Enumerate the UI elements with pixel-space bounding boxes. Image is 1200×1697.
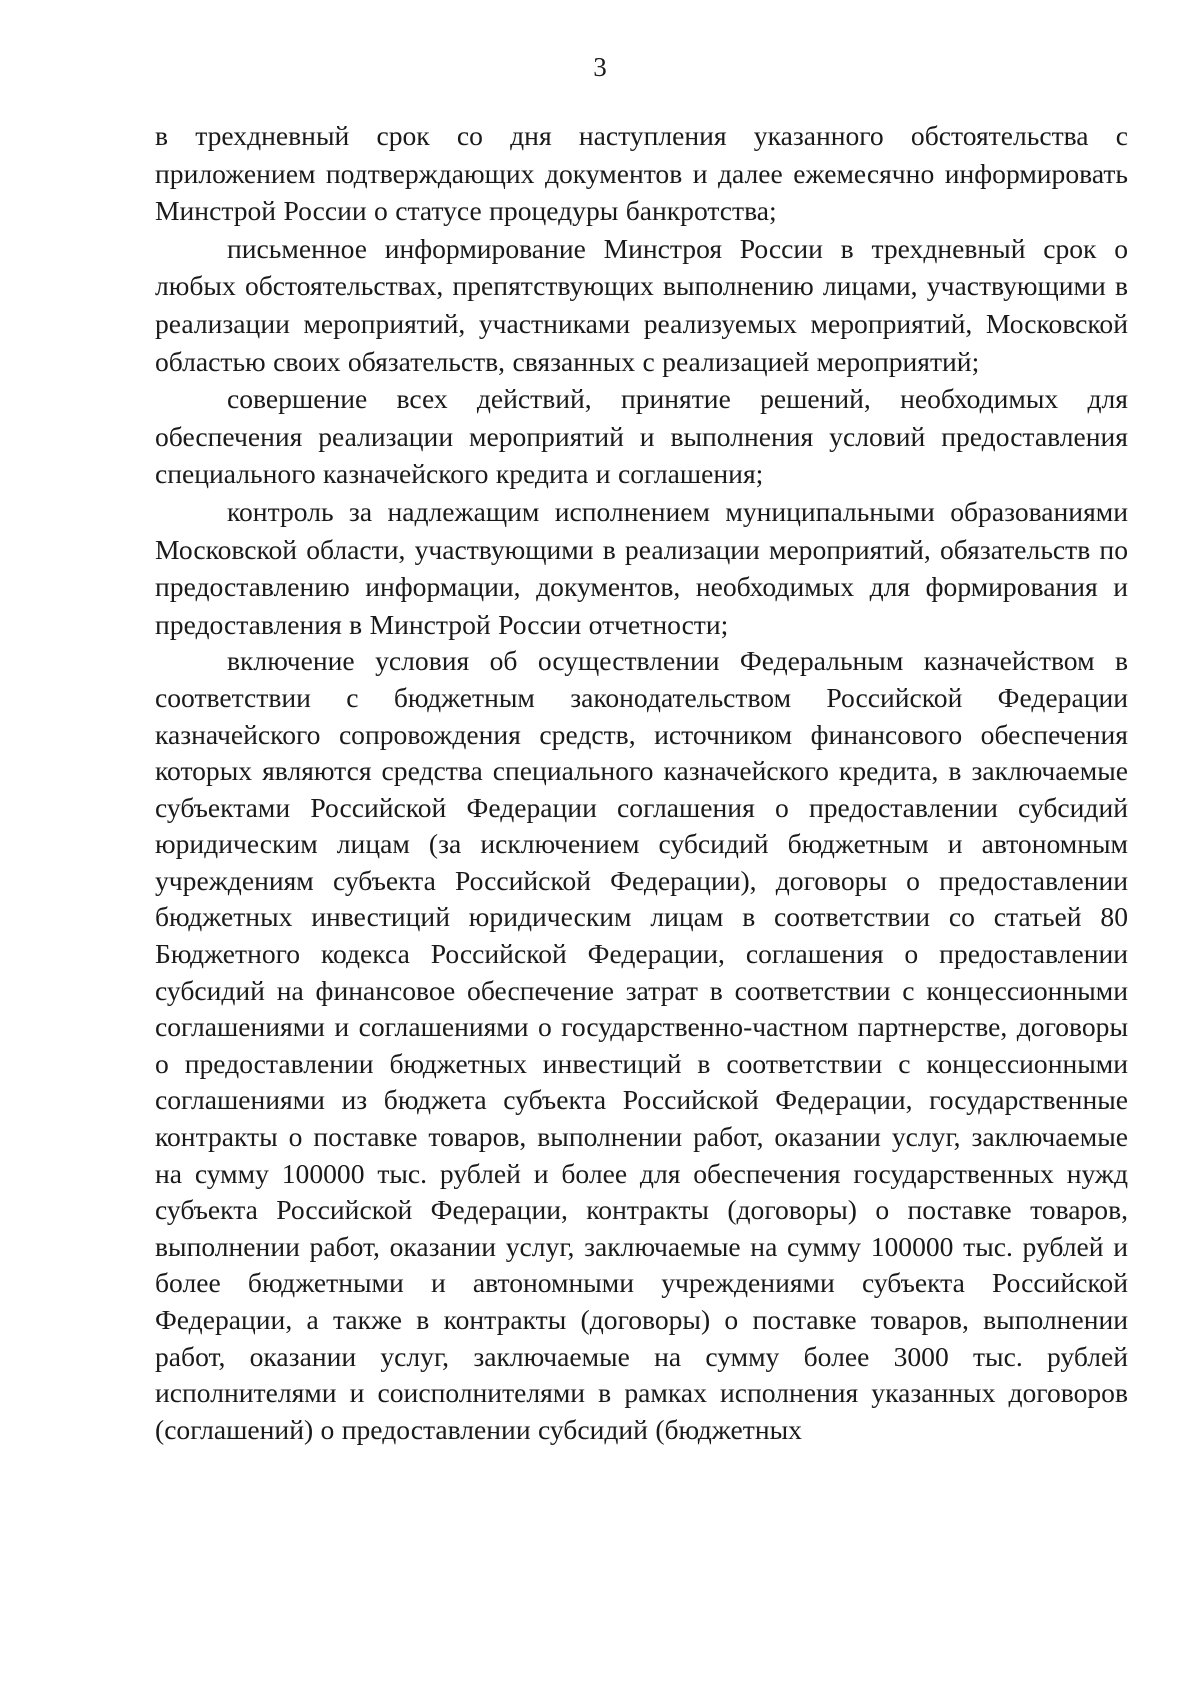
paragraph-written-notification: письменное информирование Минстроя России в трехдневный срок о любых обстоятельствах, препятствующих выполнению лицами, участвующими в реализации мероприятий, участниками реализуемых мероприятий, Московской областью своих обязательств, связанных с реализацией мероприятий; (155, 232, 1128, 377)
paragraph-bankruptcy-status: в трехдневный срок со дня наступления указанного обстоятельства с приложением подтверждающих документов и далее ежемесячно информировать Минстрой России о статусе процедуры банкротства; (155, 120, 1128, 227)
document-body (155, 117, 1128, 1448)
paragraph-actions-decisions: совершение всех действий, принятие решений, необходимых для обеспечения реализации мероприятий и выполнения условий предоставления специального казначейского кредита и соглашения; (155, 383, 1128, 490)
paragraph-municipal-control: контроль за надлежащим исполнением муниципальными образованиями Московской области, участвующими в реализации мероприятий, обязательств по предоставлению информации, документов, необходимых для формирования и предоставления в Минстрой России отчетности; (155, 495, 1128, 640)
paragraph-treasury-support: включение условия об осуществлении Федеральным казначейством в соответствии с бюджетным законодательством Российской Федерации казначейского сопровождения средств, источником финансового обеспечения которых являются средства специального казначейского кредита, в заключаемые субъектами Российской Федерации соглашения о предоставлении субсидий юридическим лицам (за исключением субсидий бюджетным и автономным учреждениям субъекта Российской Федерации), договоры о предоставлении бюджетных инвестиций юридическим лицам в соответствии со статьей 80 Бюджетного кодекса Российской Федерации, соглашения о предоставлении субсидий на финансовое обеспечение затрат в соответствии с концессионными соглашениями и соглашениями о государственно-частном партнерстве, договоры о предоставлении бюджетных инвестиций в соответствии с концессионными соглашениями из бюджета субъекта Российской Федерации, государственные контракты о поставке товаров, выполнении работ, оказании услуг, заключаемые на сумму 100000 тыс. рублей и более для обеспечения государственных нужд субъекта Российской Федерации, контракты (договоры) о поставке товаров, выполнении работ, оказании услуг, заключаемые на сумму 100000 тыс. рублей и более бюджетными и автономными учреждениями субъекта Российской Федерации, а также в контракты (договоры) о поставке товаров, выполнении работ, оказании услуг, заключаемые на сумму более 3000 тыс. рублей исполнителями и соисполнителями в рамках исполнения указанных договоров (соглашений) о предоставлении субсидий (бюджетных (155, 645, 1128, 1445)
page-number: 3 (593, 52, 607, 82)
